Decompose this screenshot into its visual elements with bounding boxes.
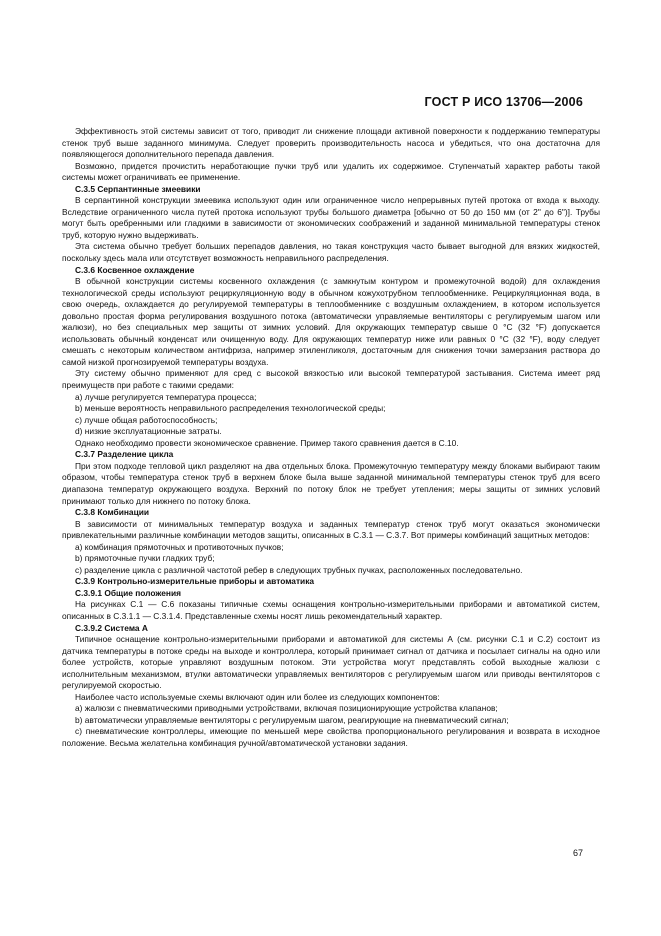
section-heading: С.3.7 Разделение цикла bbox=[75, 449, 174, 460]
paragraph: В серпантинной конструкции змеевика используют один или ограниченное число непрерывных путей протока от входа к выходу. Вследствие ограниченного числа путей протока используют трубы большого диаметра [обычно от 50 до 150 мм (от 2" до 6")]. Трубы могут быть оребренными или гладкими в зависимости от экономических соображений и заданной минимальной температуры стенок труб, которую нужно выдерживать. bbox=[62, 195, 600, 240]
list-item: a) комбинация прямоточных и противоточных пучков; bbox=[75, 541, 284, 552]
paragraph: Однако необходимо провести экономическое сравнение. Пример такого сравнения дается в С.10. bbox=[75, 437, 459, 448]
paragraph: Эту систему обычно применяют для сред с высокой вязкостью или высокой температурой застывания. Система имеет ряд преимуществ при работе с такими средами: bbox=[62, 368, 600, 391]
paragraph: Типичное оснащение контрольно-измерительными приборами и автоматикой для системы А (см. рисунки С.1 и С.2) состоит из датчика температуры в потоке среды на выходе и контроллера, который принимает сигнал от датчика и посылает сигналы на одно или более устройств, которые управляют воздушным потоком. Эти устройства могут представлять собой выходные жалюзи с исполнительным механизмом, втулки автоматически управляемых вентиляторов с регулируемым шагом или приводы вентиляторов с регулируемой скоростью. bbox=[62, 634, 600, 691]
paragraph: При этом подходе тепловой цикл разделяют на два отдельных блока. Промежуточную температуру между блоками выбирают таким образом, чтобы температура стенок труб в верхнем блоке была выше заданной минимальной температуры стенок труб для всего диапазона температур окружающего воздуха. Верхний по потоку блок не требует утепления; меры защиты от зимних условий принимают только для нижнего по потоку блока. bbox=[62, 460, 600, 506]
paragraph: Наиболее часто используемые схемы включают один или более из следующих компонентов: bbox=[75, 691, 440, 702]
list-item: d) низкие эксплуатационные затраты. bbox=[75, 426, 222, 437]
section-heading: С.3.6 Косвенное охлаждение bbox=[75, 264, 195, 275]
paragraph: В обычной конструкции системы косвенного охлаждения (с замкнутым контуром и промежуточной водой) для охлаждения технологической среды используют рециркуляционную воду в обычном кожухотрубном теплообменнике. Рециркуляционная вода, в свою очередь, охлаждается до регулируемой температуры в теплообменнике с воздушным охлаждением, в котором используется довольно простая форма регулирования воздушного потока (автоматически управляемые вентиляторы с регулируемым шагом или жалюзи), но без специальных мер защиты от зимних условий. Для окружающих температур свыше 0 °С (32 °F) допускается использовать обычный конденсат или очищенную воду. Для окружающих температур ниже или равных 0 °С (32 °F), воду следует смешать с некоторым количеством антифриза, например этиленгликоля, достаточным для снижения точки замерзания раствора до самой низкой прогнозируемой температуры воздуха. bbox=[62, 276, 600, 367]
list-item: c) разделение цикла с различной частотой ребер в следующих трубных пучках, расположенных последовательно. bbox=[75, 564, 523, 575]
list-item: b) автоматически управляемые вентиляторы с регулируемым шагом, реагирующие на пневматический сигнал; bbox=[75, 714, 509, 725]
paragraph: Эффективность этой системы зависит от того, приводит ли снижение площади активной поверхности к поддержанию температуры стенок труб выше заданного минимума. Следует проверить производительность насоса и убедиться, что она достаточна для появляющегося дополнительного перепада давления. bbox=[62, 126, 600, 160]
list-item: c) лучше общая работоспособность; bbox=[75, 414, 218, 425]
section-heading: С.3.5 Серпантинные змеевики bbox=[75, 183, 201, 194]
list-item: a) жалюзи с пневматическими приводными устройствами, включая позиционирующие устройства клапанов; bbox=[75, 703, 498, 714]
section-heading: С.3.9.2 Система А bbox=[75, 622, 148, 633]
list-item: c) пневматические контроллеры, имеющие по меньшей мере свойства пропорционального регулирования и возврата в исходное положение. Весьма желательна комбинация ручной/автоматической установки задания. bbox=[62, 726, 600, 748]
section-heading: С.3.8 Комбинации bbox=[75, 507, 150, 518]
paragraph: На рисунках С.1 — С.6 показаны типичные схемы оснащения контрольно-измерительными приборами и автоматикой систем, описанных в С.3.1.1 — С.3.1.4. Представленные схемы носят лишь рекомендательный характер. bbox=[62, 599, 600, 621]
list-item: a) лучше регулируется температура процесса; bbox=[75, 391, 257, 402]
page-number: 67 bbox=[572, 848, 583, 858]
paragraph: В зависимости от минимальных температур воздуха и заданных температур стенок труб могут оказаться экономически привлекательными различные комбинации методов защиты, описанных в С.3.1 — С.3.7. Вот примеры комбинаций защитных методов: bbox=[62, 518, 600, 541]
paragraph: Возможно, придется прочистить неработающие пучки труб или удалить их содержимое. Ступенчатый характер работы такой системы может ограничивать ее применение. bbox=[62, 160, 600, 183]
document-header: ГОСТ Р ИСО 13706—2006 bbox=[424, 95, 583, 109]
section-heading: С.3.9.1 Общие положения bbox=[75, 587, 181, 598]
document-body bbox=[62, 126, 600, 750]
list-item: b) меньше вероятность неправильного распределения технологической среды; bbox=[75, 403, 386, 414]
list-item: b) прямоточные пучки гладких труб; bbox=[75, 553, 215, 564]
paragraph: Эта система обычно требует больших перепадов давления, но такая конструкция часто бывает выгодной для вязких жидкостей, поскольку здесь мала или отсутствует возможность неправильного распределения. bbox=[62, 241, 600, 264]
section-heading: С.3.9 Контрольно-измерительные приборы и автоматика bbox=[75, 576, 315, 587]
